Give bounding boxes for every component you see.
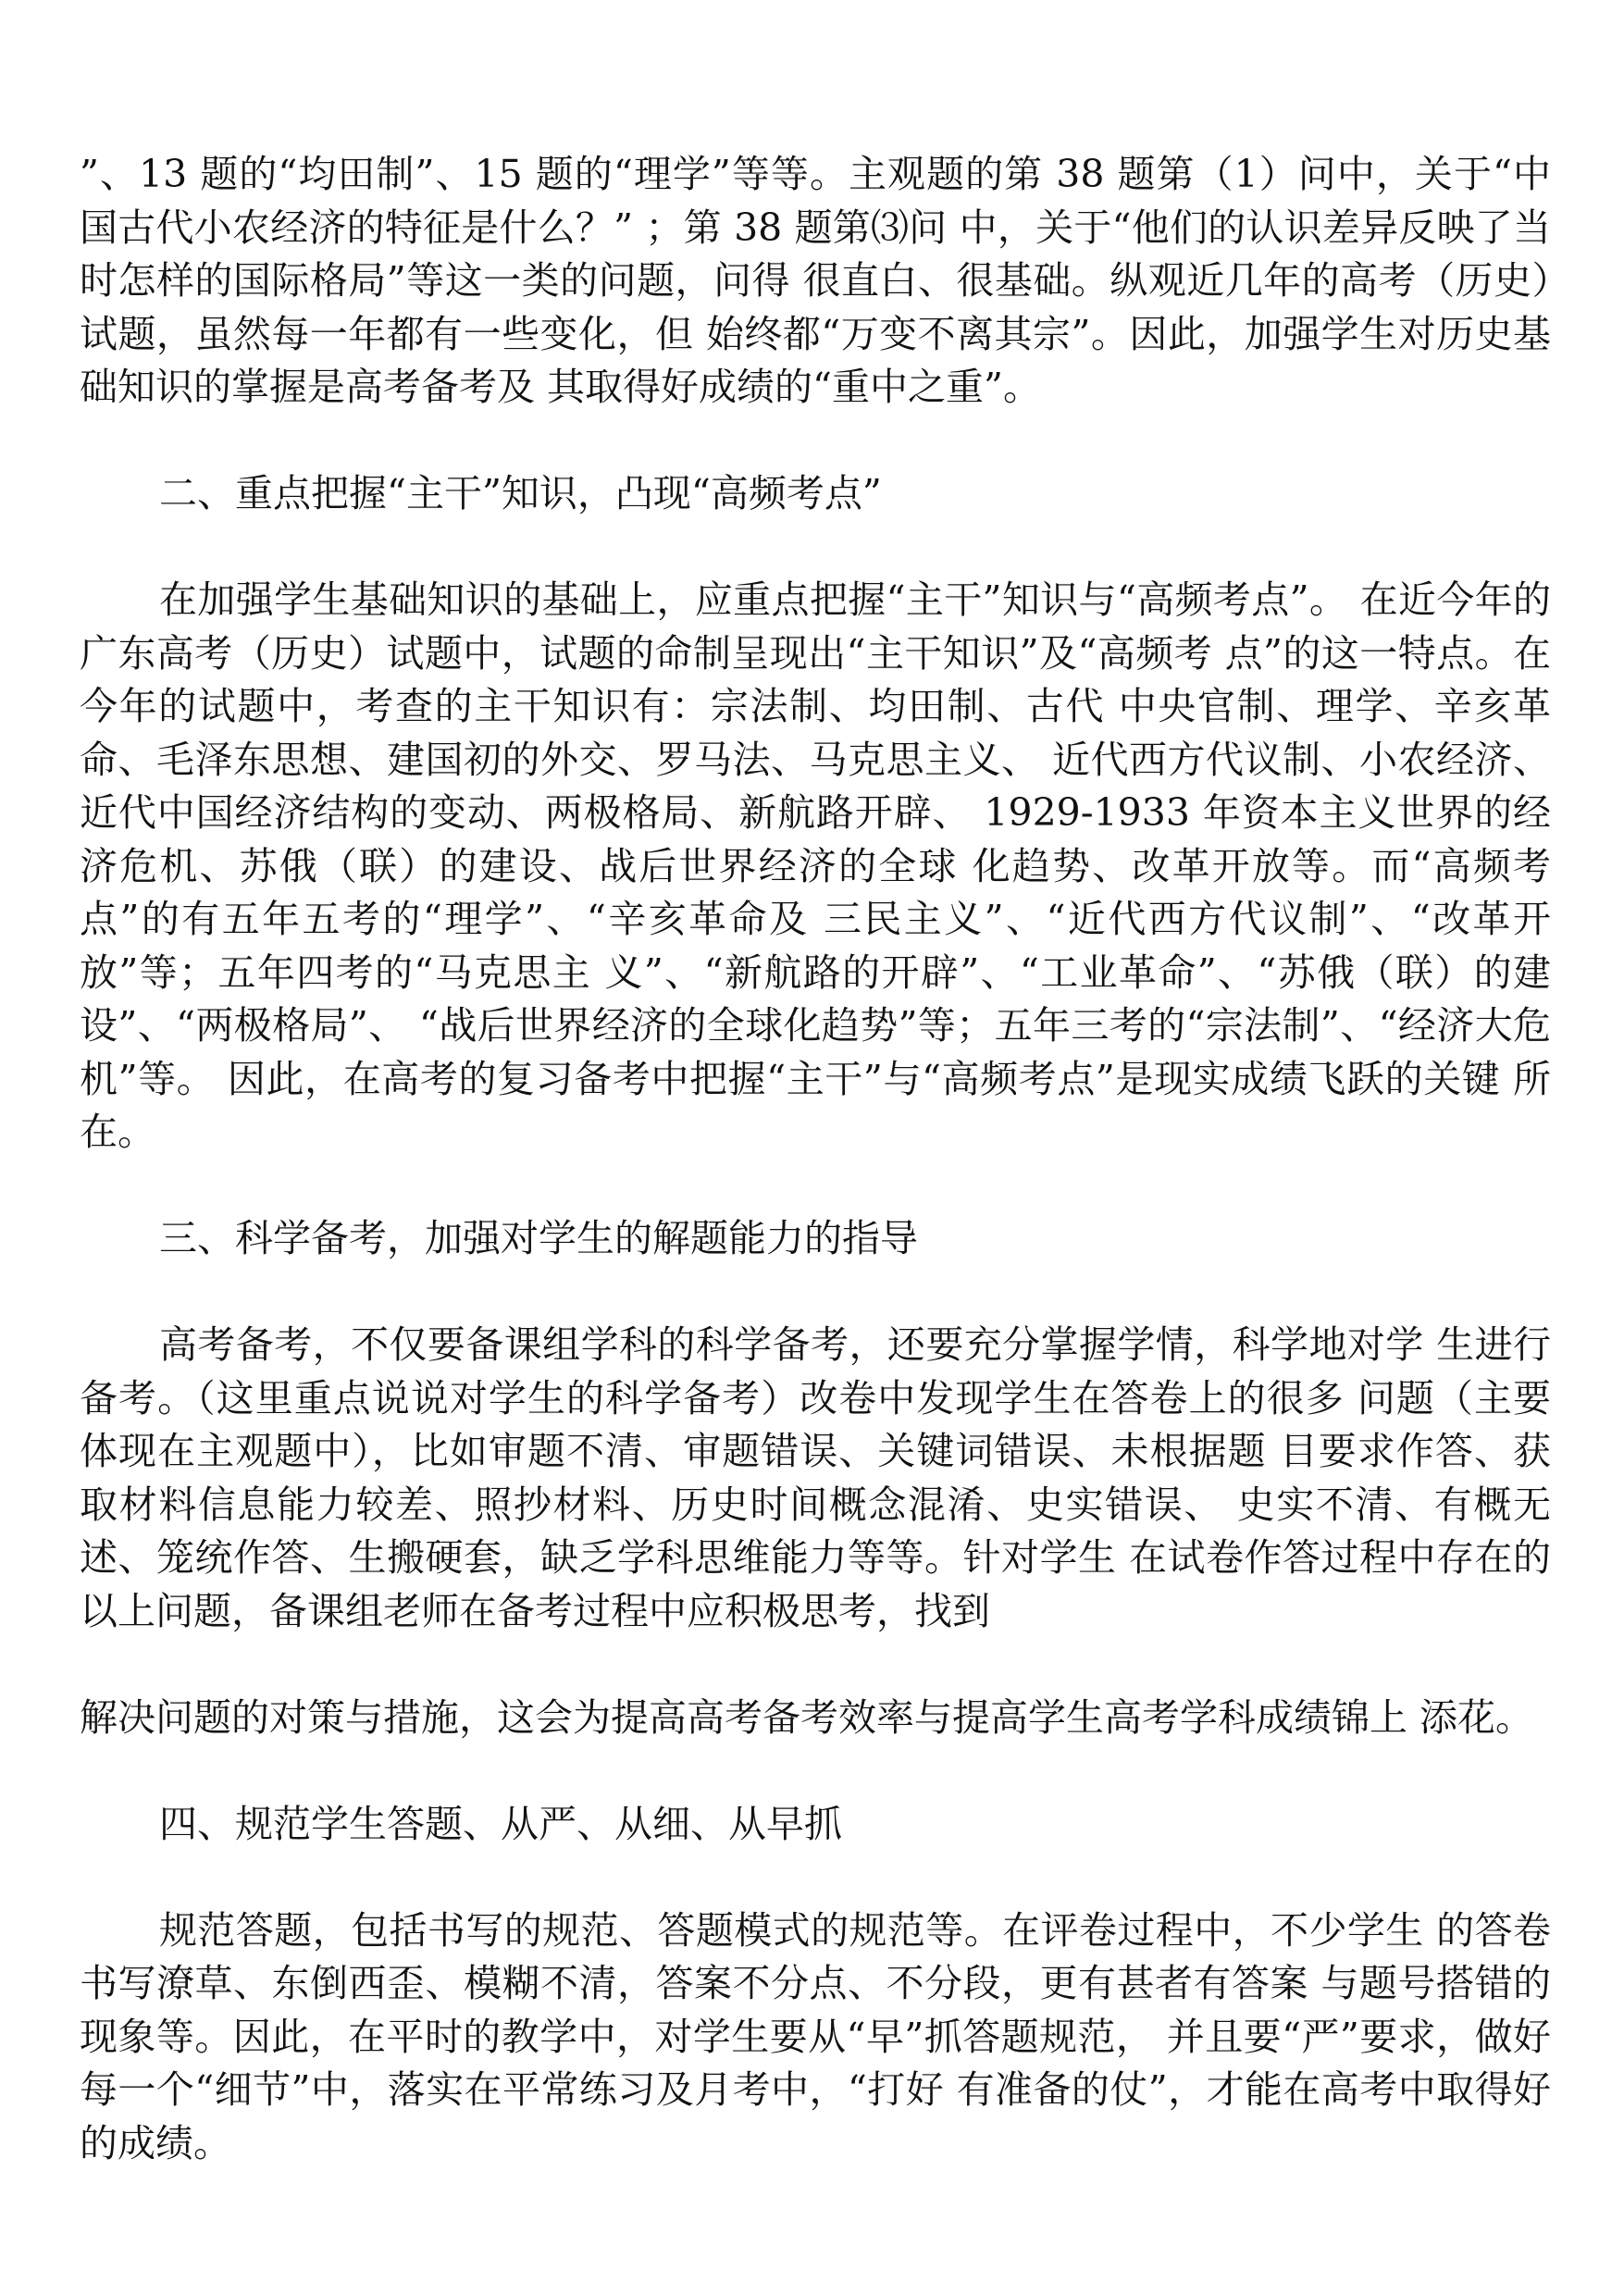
spacer <box>80 1638 1551 1692</box>
paragraph-basic-knowledge: ”、13 题的“均田制”、15 题的“理学”等等。主观题的第 38 题第（1）问中，关于“中国古代小农经济的特征是什么？” ；第 38 题第⑶问 中，关于“他们的认识差异反映了当时怎样的国际格局”等这一类的问题，问得 很直白、很基础。纵观近几年的高考（历史）试题，虽然每一年都有一些变化，但 始终都“万变不离其宗”。因此，加强学生对历史基础知识的掌握是高考备考及 其取得好成绩的“重中之重”。 <box>80 152 1551 409</box>
spacer <box>80 1851 1551 1904</box>
paragraph-scientific-prep: 高考备考，不仅要备课组学科的科学备考，还要充分掌握学情，科学地对学 生进行备考。（这里重点说说对学生的科学备考）改卷中发现学生在答卷上的很多 问题（主要体现在主观题中），比如审题不清、审题错误、关键词错误、未根据题 目要求作答、获取材料信息能力较差、照抄材料、历史时间概念混淆、史实错误、 史实不清、有概无述、笼统作答、生搬硬套，缺乏学科思维能力等等。针对学生 在试卷作答过程中存在的以上问题，备课组老师在备考过程中应积极思考，找到 <box>80 1322 1551 1633</box>
heading-section-3: 三、科学备考，加强对学生的解题能力的指导 <box>159 1216 918 1260</box>
spacer <box>80 1266 1551 1320</box>
paragraph-core-knowledge: 在加强学生基础知识的基础上，应重点把握“主干”知识与“高频考点”。 在近今年的广东高考（历史）试题中，试题的命制呈现出“主干知识”及“高频考 点”的这一特点。在今年的试题中，考查的主干知识有：宗法制、均田制、古代 中央官制、理学、辛亥革命、毛泽东思想、建国初的外交、罗马法、马克思主义、 近代西方代议制、小农经济、近代中国经济结构的变动、两极格局、新航路开辟、 1929-1933 年资本主义世界的经济危机、苏俄（联）的建设、战后世界经济的全球 化趋势、改革开放等。而“高频考点”的有五年五考的“理学”、“辛亥革命及 三民主义”、“近代西方代议制”、“改革开放”等；五年四考的“马克思主 义”、“新航路的开辟”、“工业革命”、“苏俄（联）的建设”、“两极格局”、 “战后世界经济的全球化趋势”等；五年三考的“宗法制”、“经济大危机”等。 因此，在高考的复习备考中把握“主干”与“高频考点”是现实成绩飞跃的关键 所在。 <box>80 577 1551 1154</box>
spacer <box>80 1160 1551 1213</box>
document-page <box>80 148 1551 2170</box>
paragraph-answer-standards: 规范答题，包括书写的规范、答题模式的规范等。在评卷过程中，不少学生 的答卷书写潦草、东倒西歪、模糊不清，答案不分点、不分段，更有甚者有答案 与题号搭错的现象等。因此，在平时的教学中，对学生要从“早”抓答题规范， 并且要“严”要求，做好每一个“细节”中，落实在平常练习及月考中，“打好 有准备的仗”，才能在高考中取得好的成绩。 <box>80 1907 1551 2165</box>
spacer <box>80 1744 1551 1798</box>
spacer <box>80 521 1551 575</box>
spacer <box>80 415 1551 468</box>
heading-section-4: 四、规范学生答题、从严、从细、从早抓 <box>159 1801 842 1846</box>
paragraph-scientific-prep-continued: 解决问题的对策与措施，这会为提高高考备考效率与提高学生高考学科成绩锦上 添花。 <box>80 1694 1534 1740</box>
heading-section-2: 二、重点把握“主干”知识，凸现“高频考点” <box>159 471 882 515</box>
